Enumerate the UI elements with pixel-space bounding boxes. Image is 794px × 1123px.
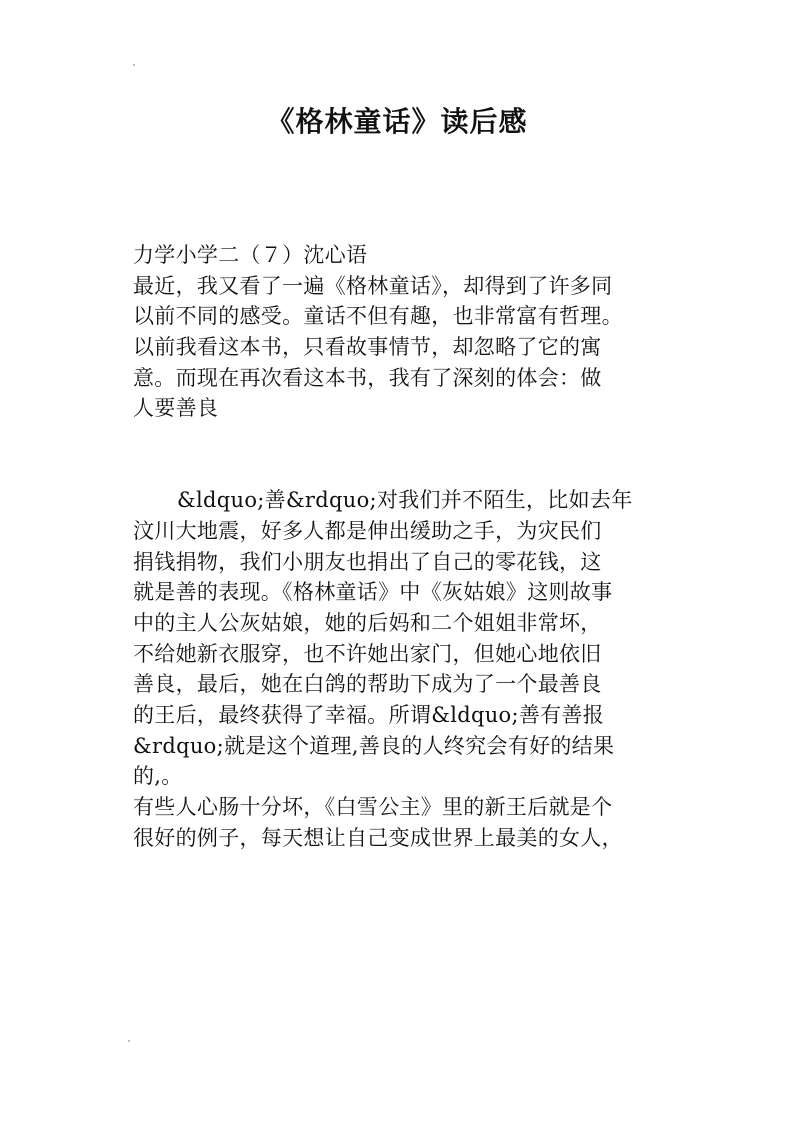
document-title: 《格林童话》读后感	[266, 105, 528, 138]
paragraph-1-line: 以前我看这本书，只看故事情节，却忽略了它的寓	[133, 335, 602, 360]
paragraph-gap	[133, 424, 673, 485]
corner-mark-top	[133, 64, 135, 66]
paragraph-3-line: 很好的例子，每天想让自己变成世界上最美的女人，	[133, 825, 623, 850]
paragraph-2-line: 的,。	[133, 764, 183, 789]
paragraph-2-line: 汶川大地震，好多人都是伸出缓助之手，为灾民们	[133, 518, 602, 543]
paragraph-2-line: 就是善的表现。《格林童话》中《灰姑娘》这则故事	[133, 580, 613, 605]
document-body	[133, 240, 673, 853]
paragraph-2-line: 捐钱捐物，我们小朋友也捐出了自己的零花钱，这	[133, 549, 602, 574]
paragraph-2-line: 不给她新衣服穿，也不许她出家门，但她心地依旧	[133, 641, 602, 666]
paragraph-2-line: 善良，最后，她在白鸽的帮助下成为了一个最善良	[133, 672, 602, 697]
corner-mark-bottom	[128, 1040, 130, 1042]
paragraph-1-line: 最近，我又看了一遍《格林童话》，却得到了许多同	[133, 273, 613, 298]
paragraph-2-line: &ldquo;善&rdquo;对我们并不陌生，比如去年	[177, 488, 633, 513]
author-line: 力学小学二（７）沈心语	[133, 243, 368, 267]
paragraph-3-line: 有些人心肠十分坏，《白雪公主》里的新王后就是个	[133, 795, 613, 819]
paragraph-2-line: 的王后，最终获得了幸福。所谓&ldquo;善有善报	[133, 702, 605, 727]
paragraph-2-line: 中的主人公灰姑娘，她的后妈和二个姐姐非常坏，	[133, 610, 602, 635]
paragraph-1-line: 以前不同的感受。童话不但有趣，也非常富有哲理。	[133, 304, 623, 329]
paragraph-2-line: &rdquo;就是这个道理,善良的人终究会有好的结果	[133, 733, 615, 758]
paragraph-1-line: 意。而现在再次看这本书，我有了深刻的体会：做	[133, 365, 602, 390]
paragraph-1-line: 人要善良	[133, 396, 219, 421]
